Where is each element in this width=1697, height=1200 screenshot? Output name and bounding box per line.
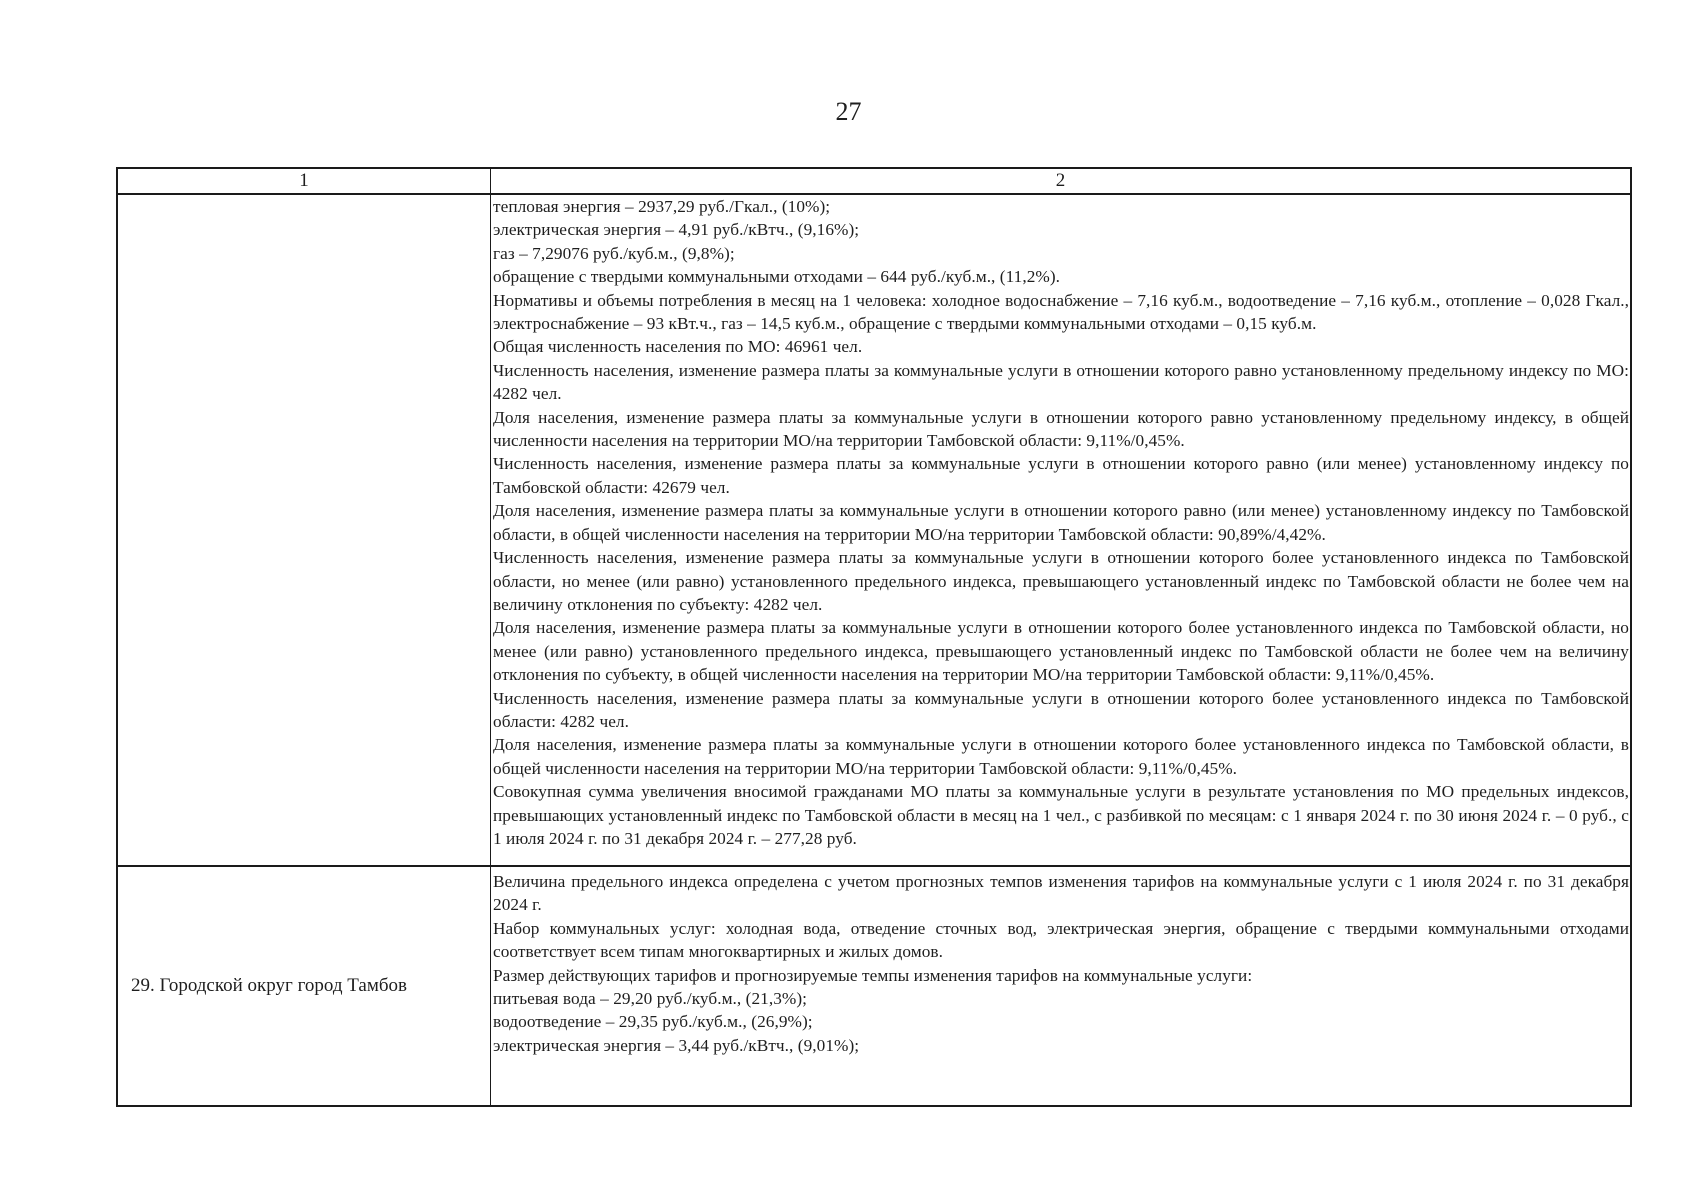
municipality-name: 29. Городской округ город Тамбов [131, 975, 407, 997]
details-paragraph: Доля населения, изменение размера платы за коммунальные услуги в отношении которого более установленного индекса по Тамбовской области, но менее (или равно) установленного предельного индекса, превышающего установленный индекс по Тамбовской области не более чем на величину отклонения по субъекту, в общей численности населения на территории МО/на территории Тамбовской области: 9,11%/0,45%. [493, 618, 1629, 685]
details-line: питьевая вода – 29,20 руб./куб.м., (21,3%); [493, 989, 808, 1009]
details-line: электрическая энергия – 3,44 руб./кВтч., (9,01%); [493, 1035, 860, 1055]
data-table [116, 167, 1632, 1107]
details-line: тепловая энергия – 2937,29 руб./Гкал., (10%); [493, 197, 831, 216]
details-paragraph: Численность населения, изменение размера платы за коммунальные услуги в отношении которого более установленного индекса по Тамбовской области, но менее (или равно) установленного предельного индекса, превышающего установленный индекс по Тамбовской области не более чем на величину отклонения по субъекту: 4282 чел. [493, 548, 1629, 614]
details-paragraph: Нормативы и объемы потребления в месяц на 1 человека: холодное водоснабжение – 7,16 куб.м., водоотведение – 7,16 куб.м., отопление – 0,028 Гкал., электроснабжение – 93 кВт.ч., газ – 14,5 куб.м., обращение с твердыми коммунальными отходами – 0,15 куб.м. [493, 290, 1629, 334]
details-paragraph: Доля населения, изменение размера платы за коммунальные услуги в отношении которого более установленного индекса по Тамбовской области, в общей численности населения на территории МО/на территории Тамбовской области: 9,11%/0,45%. [493, 735, 1629, 778]
details-paragraph: Величина предельного индекса определена с учетом прогнозных темпов изменения тарифов на коммунальные услуги с 1 июля 2024 г. по 31 декабря 2024 г. [493, 872, 1629, 915]
page-number: 27 [835, 97, 862, 126]
details-paragraph: Численность населения, изменение размера платы за коммунальные услуги в отношении которого равно (или менее) установленному индексу по Тамбовской области: 42679 чел. [493, 454, 1629, 497]
row1-details-cell [491, 195, 1630, 867]
details-line: электрическая энергия – 4,91 руб./кВтч., (9,16%); [493, 220, 860, 240]
details-paragraph: Доля населения, изменение размера платы за коммунальные услуги в отношении которого равно установленному предельному индексу, в общей численности населения на территории МО/на территории Тамбовской области: 9,11%/0,45%. [493, 407, 1629, 451]
details-paragraph: Совокупная сумма увеличения вносимой гражданами МО платы за коммунальные услуги в результате установления по МО предельных индексов, превышающих установленный индекс по Тамбовской области в месяц на 1 чел., с разбивкой по месяцам: с 1 января 2024 г. по 30 июня 2024 г. – 0 руб., с 1 июля 2024 г. по 31 декабря 2024 г. – 277,28 руб. [493, 782, 1629, 848]
details-paragraph: Доля населения, изменение размера платы за коммунальные услуги в отношении которого равно (или менее) установленному индексу по Тамбовской области, в общей численности населения на территории МО/на территории Тамбовской области: 90,89%/4,42%. [493, 501, 1629, 544]
details-line: обращение с твердыми коммунальными отходами – 644 руб./куб.м., (11,2%). [493, 267, 1061, 287]
details-line: газ – 7,29076 руб./куб.м., (9,8%); [493, 243, 735, 263]
details-paragraph: Набор коммунальных услуг: холодная вода, отведение сточных вод, электрическая энергия, обращение с твердыми коммунальными отходами соответствует всем типам многоквартирных и жилых домов. [493, 918, 1629, 962]
details-paragraph: Размер действующих тарифов и прогнозируемые темпы изменения тарифов на коммунальные услуги: [493, 965, 1253, 985]
row2-details-cell [491, 867, 1630, 1105]
row2-municipality-cell [118, 867, 491, 1105]
details-line: водоотведение – 29,35 руб./куб.м., (26,9%); [493, 1012, 813, 1032]
details-paragraph: Численность населения, изменение размера платы за коммунальные услуги в отношении которого равно установленному предельному индексу по МО: 4282 чел. [493, 360, 1629, 404]
row1-municipality-cell [118, 195, 491, 867]
column-header-1: 1 [118, 169, 491, 195]
details-paragraph: Общая численность населения по МО: 46961 чел. [493, 337, 863, 357]
details-paragraph: Численность населения, изменение размера платы за коммунальные услуги в отношении которого более установленного индекса по Тамбовской области: 4282 чел. [493, 688, 1629, 731]
column-header-2: 2 [491, 169, 1630, 195]
